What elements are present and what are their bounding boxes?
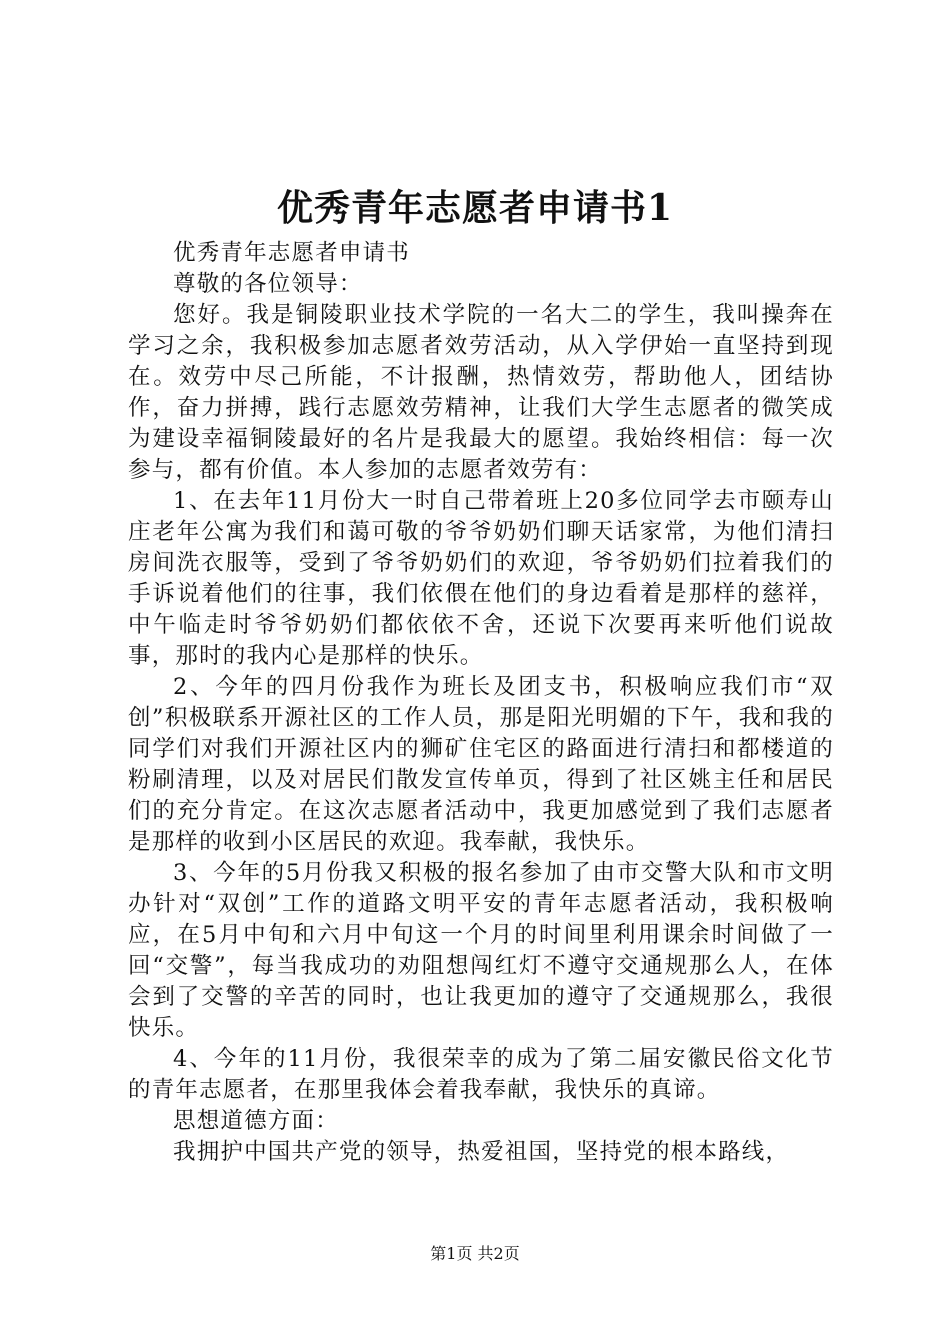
paragraph-section-text: 我拥护中国共产党的领导，热爱祖国，坚持党的根本路线， xyxy=(173,1139,790,1165)
paragraph-item-3: 3、今年的5月份我又积极的报名参加了由市交警大队和市文明办针对“双创”工作的道路文明平安的青年志愿者活动，我积极响应，在5月中旬和六月中旬这一个月的时间里利用课余时间做了一回“交警”，每当我成功的劝阻想闯红灯不遵守交通规那么人，在体会到了交警的辛苦的同时，也让我更加的遵守了交通规那么，我很快乐。 xyxy=(128,860,834,1041)
document-title: 优秀青年志愿者申请书1 xyxy=(276,187,674,229)
paragraph-salutation: 尊敬的各位领导： xyxy=(173,271,363,297)
paragraph-intro: 您好。我是铜陵职业技术学院的一名大二的学生，我叫操奔在学习之余，我积极参加志愿者效劳活动，从入学伊始一直坚持到现在。效劳中尽己所能，不计报酬，热情效劳，帮助他人，团结协作，奋力拼搏，践行志愿效劳精神，让我们大学生志愿者的微笑成为建设幸福铜陵最好的名片是我最大的愿望。我始终相信：每一次参与，都有价值。本人参加的志愿者效劳有： xyxy=(128,302,834,483)
paragraph-subtitle: 优秀青年志愿者申请书 xyxy=(173,240,411,266)
paragraph-section-heading: 思想道德方面： xyxy=(173,1108,339,1134)
paragraph-item-1: 1、在去年11月份大一时自己带着班上20多位同学去市颐寿山庄老年公寓为我们和蔼可敬的爷爷奶奶们聊天话家常，为他们清扫房间洗衣服等，受到了爷爷奶奶们的欢迎，爷爷奶奶们拉着我们的手诉说着他们的往事，我们依偎在他们的身边看着是那样的慈祥，中午临走时爷爷奶奶们都依依不舍，还说下次要再来听他们说故事，那时的我内心是那样的快乐。 xyxy=(128,488,834,669)
paragraph-item-2: 2、今年的四月份我作为班长及团支书，积极响应我们市“双创”积极联系开源社区的工作人员，那是阳光明媚的下午，我和我的同学们对我们开源社区内的狮矿住宅区的路面进行清扫和都楼道的粉刷清理，以及对居民们散发宣传单页，得到了社区姚主任和居民们的充分肯定。在这次志愿者活动中，我更加感觉到了我们志愿者是那样的收到小区居民的欢迎。我奉献，我快乐。 xyxy=(128,674,834,855)
paragraph-item-4: 4、今年的11月份，我很荣幸的成为了第二届安徽民俗文化节的青年志愿者，在那里我体会着我奉献，我快乐的真谛。 xyxy=(128,1046,834,1103)
page-number-footer: 第1页 共2页 xyxy=(430,1244,520,1263)
document-body xyxy=(128,238,834,1168)
